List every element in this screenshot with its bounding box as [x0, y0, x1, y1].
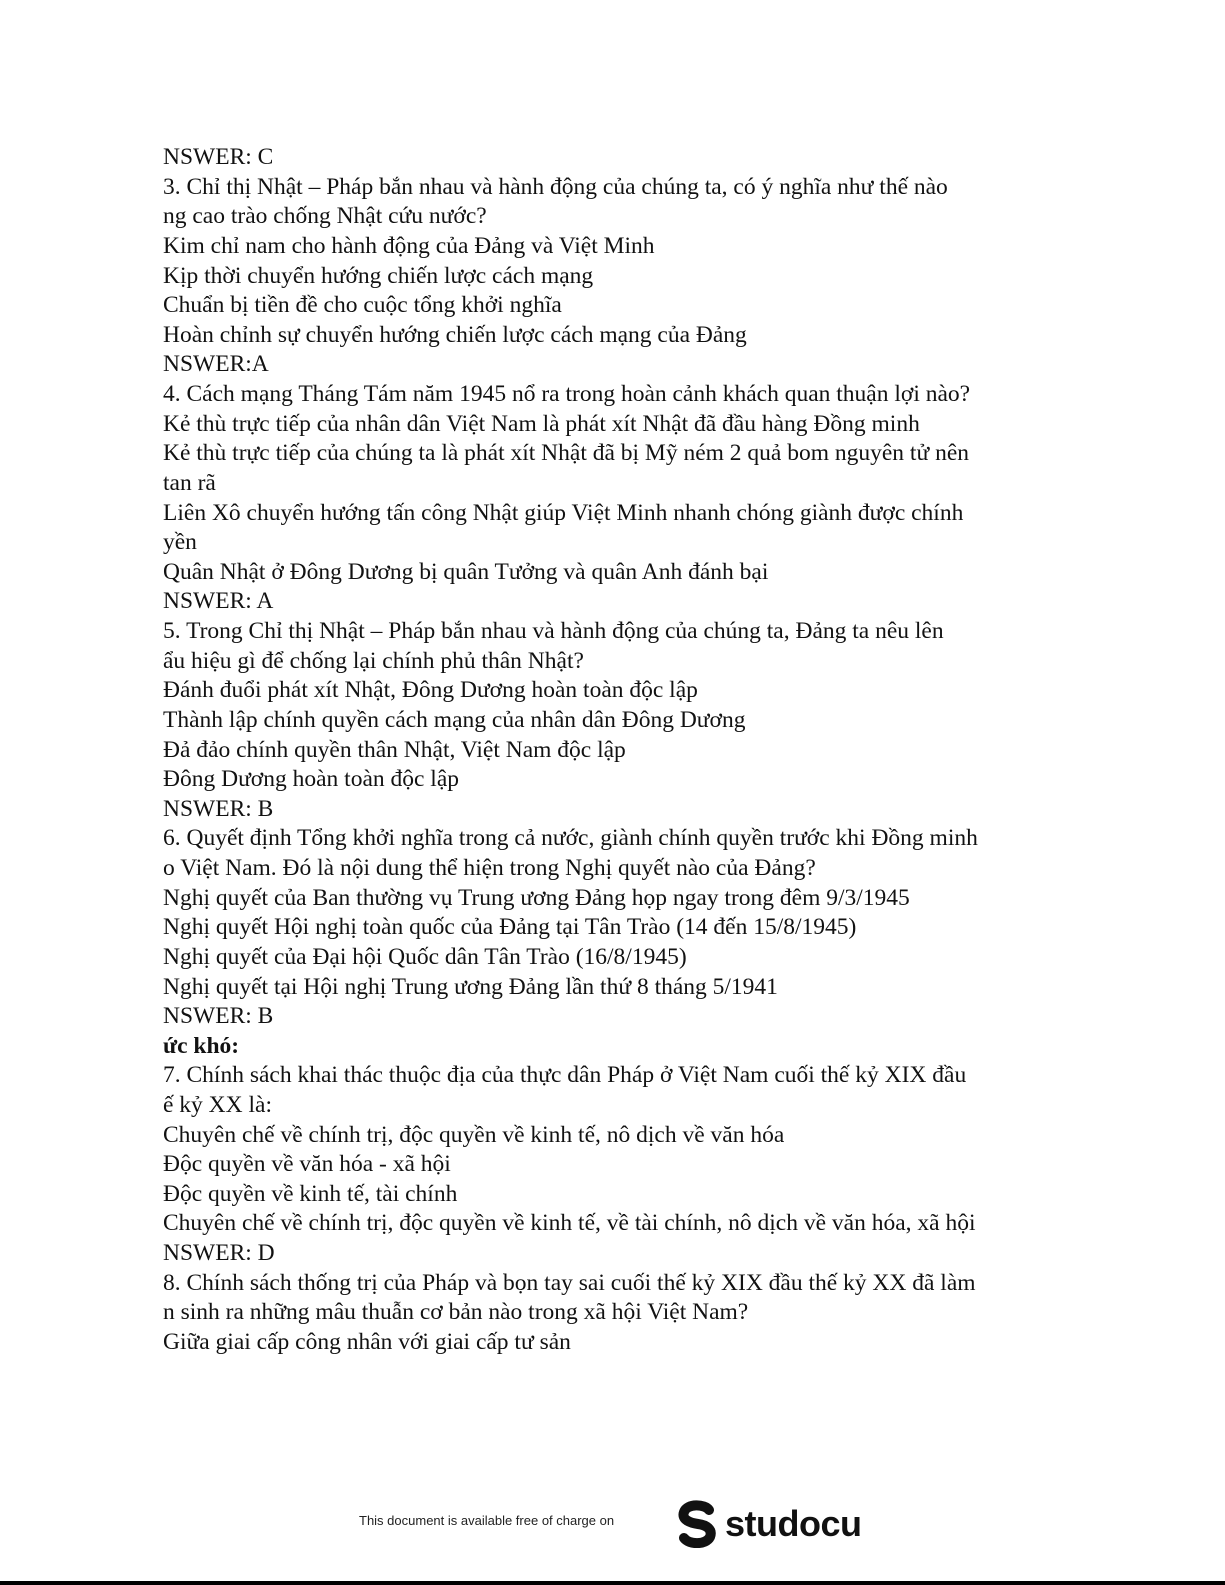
option-line: Chuẩn bị tiền đề cho cuộc tổng khởi nghĩa	[163, 292, 562, 318]
option-line: Nghị quyết của Đại hội Quốc dân Tân Trào (16/8/1945)	[163, 944, 687, 970]
question-3: 3. Chỉ thị Nhật – Pháp bắn nhau và hành động của chúng ta, có ý nghĩa như thế nào	[163, 174, 948, 200]
question-7-cont: ế kỷ XX là:	[163, 1092, 272, 1118]
question-3-cont: ng cao trào chống Nhật cứu nước?	[163, 203, 487, 229]
option-line: Liên Xô chuyển hướng tấn công Nhật giúp Việt Minh nhanh chóng giành được chính	[163, 500, 964, 526]
option-line: Kịp thời chuyển hướng chiến lược cách mạng	[163, 263, 594, 289]
option-line-cont: tan rã	[163, 470, 216, 496]
option-line: Chuyên chế về chính trị, độc quyền về kinh tế, về tài chính, nô dịch về văn hóa, xã hội	[163, 1210, 976, 1236]
option-line: Nghị quyết Hội nghị toàn quốc của Đảng tại Tân Trào (14 đến 15/8/1945)	[163, 914, 857, 940]
option-line: Kẻ thù trực tiếp của chúng ta là phát xít Nhật đã bị Mỹ ném 2 quả bom nguyên tử nên	[163, 440, 969, 466]
answer-line: NSWER: A	[163, 588, 274, 614]
option-line: Hoàn chỉnh sự chuyển hướng chiến lược cách mạng của Đảng	[163, 322, 747, 348]
question-6-cont: o Việt Nam. Đó là nội dung thể hiện trong Nghị quyết nào của Đảng?	[163, 855, 816, 881]
section-heading: ức khó:	[163, 1033, 240, 1059]
option-line: Chuyên chế về chính trị, độc quyền về kinh tế, nô dịch về văn hóa	[163, 1122, 785, 1148]
question-5-cont: ẩu hiệu gì để chống lại chính phủ thân Nhật?	[163, 648, 584, 674]
answer-line: NSWER:A	[163, 351, 269, 377]
option-line: Đánh đuổi phát xít Nhật, Đông Dương hoàn toàn độc lập	[163, 677, 698, 703]
option-line: Đông Dương hoàn toàn độc lập	[163, 766, 460, 792]
option-line-cont: yền	[163, 529, 197, 555]
footer-notice: This document is available free of charge on	[359, 1513, 615, 1528]
question-7: 7. Chính sách khai thác thuộc địa của thực dân Pháp ở Việt Nam cuối thế kỷ XIX đầu	[163, 1062, 967, 1088]
page-bottom-border	[0, 1581, 1225, 1585]
question-5: 5. Trong Chỉ thị Nhật – Pháp bắn nhau và hành động của chúng ta, Đảng ta nêu lên	[163, 618, 944, 644]
option-line: Độc quyền về kinh tế, tài chính	[163, 1181, 458, 1207]
question-4: 4. Cách mạng Tháng Tám năm 1945 nổ ra trong hoàn cảnh khách quan thuận lợi nào?	[163, 381, 971, 407]
option-line: Quân Nhật ở Đông Dương bị quân Tưởng và quân Anh đánh bại	[163, 559, 769, 585]
question-8: 8. Chính sách thống trị của Pháp và bọn tay sai cuối thế kỷ XIX đầu thế kỷ XX đã làm	[163, 1270, 976, 1296]
answer-line: NSWER: B	[163, 796, 274, 822]
option-line: Độc quyền về văn hóa - xã hội	[163, 1151, 451, 1177]
studocu-wordmark: studocu	[725, 1503, 862, 1544]
question-6: 6. Quyết định Tổng khởi nghĩa trong cả nước, giành chính quyền trước khi Đồng minh	[163, 825, 978, 851]
answer-line: NSWER: D	[163, 1240, 275, 1266]
option-line: Kẻ thù trực tiếp của nhân dân Việt Nam là phát xít Nhật đã đầu hàng Đồng minh	[163, 411, 920, 437]
answer-line: NSWER: B	[163, 1003, 274, 1029]
question-8-cont: n sinh ra những mâu thuẫn cơ bản nào trong xã hội Việt Nam?	[163, 1299, 749, 1325]
studocu-logo-icon	[675, 1500, 721, 1548]
studocu-logo[interactable]	[675, 1500, 862, 1548]
option-line: Nghị quyết của Ban thường vụ Trung ương Đảng họp ngay trong đêm 9/3/1945	[163, 885, 910, 911]
option-line: Giữa giai cấp công nhân với giai cấp tư sản	[163, 1329, 571, 1355]
option-line: Nghị quyết tại Hội nghị Trung ương Đảng lần thứ 8 tháng 5/1941	[163, 974, 778, 1000]
answer-line: NSWER: C	[163, 144, 274, 170]
option-line: Đả đảo chính quyền thân Nhật, Việt Nam độc lập	[163, 737, 626, 763]
option-line: Kim chỉ nam cho hành động của Đảng và Việt Minh	[163, 233, 655, 259]
option-line: Thành lập chính quyền cách mạng của nhân dân Đông Dương	[163, 707, 746, 733]
